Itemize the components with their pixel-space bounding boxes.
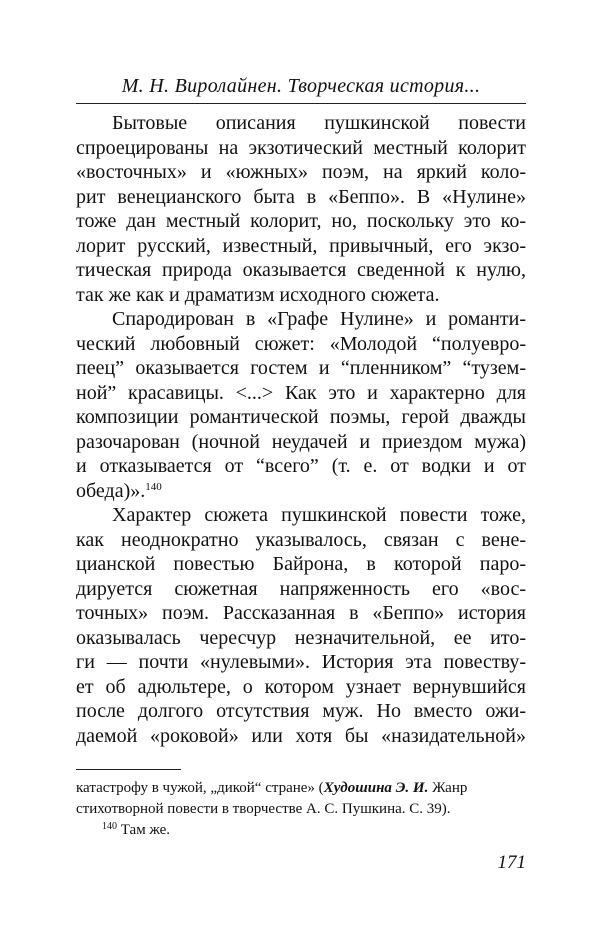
body-line — [76, 160, 526, 185]
body-line-text: композиции романтической поэмы, герой дважды — [76, 406, 526, 428]
body-line — [76, 332, 526, 357]
body-line-text: тическая природа оказывается сведенной к нулю, — [76, 259, 526, 281]
body-line — [76, 552, 526, 577]
body-line — [76, 209, 526, 234]
body-line — [76, 699, 526, 724]
running-head: М. Н. Виролайнен. Творческая история... — [121, 75, 481, 97]
body-line — [76, 430, 526, 455]
body-line — [76, 307, 526, 332]
body-line — [76, 405, 526, 430]
body-line-text: так же как и драматизм исходного сюжета. — [76, 283, 440, 306]
body-line — [76, 356, 526, 381]
body-line-text: Спародирован в «Графе Нулине» и романти- — [112, 308, 526, 330]
body-line — [76, 724, 526, 749]
body-line-text: ной” красавицы. <...> Как это и характерно для — [76, 381, 526, 404]
footnote-source-line: стихотворной повести в творчестве А. С. Пушкина. С. 39). — [76, 801, 451, 817]
body-line-text: тоже дан местный колорит, но, поскольку это ко- — [76, 210, 526, 232]
body-line-text: оказывалась чересчур незначительной, ее ито- — [76, 626, 526, 649]
body-line — [76, 185, 526, 210]
footnote-ref: 140 — [145, 480, 162, 493]
footnote-number: 140 — [102, 821, 117, 832]
body-line — [76, 479, 526, 504]
header-rule — [76, 103, 526, 104]
body-line — [76, 601, 526, 626]
footnote-text: катастрофу в чужой, „дикой“ стране» ( — [76, 780, 324, 796]
body-line — [76, 258, 526, 283]
body-line-text: ги — почти «нулевыми». История эта повеству- — [76, 651, 526, 673]
body-line-text: разочарован (ночной неудачей и приездом мужа) — [76, 430, 526, 453]
body-line-text: после долгого отсутствия муж. Но вместо ожи- — [76, 700, 526, 722]
body-line-text: даемой «роковой» или хотя бы «назидательной» — [76, 724, 526, 747]
footnote-text-rest: Жанр — [428, 780, 468, 796]
body-line — [76, 650, 526, 675]
body-line — [76, 626, 526, 651]
body-line-text: точных» поэм. Рассказанная в «Беппо» история — [76, 602, 526, 624]
body-line — [76, 136, 526, 161]
page-number: 171 — [497, 852, 526, 873]
body-line-text: как неоднократно указывалось, связан с вене- — [76, 528, 526, 551]
footnote-rule — [76, 769, 181, 770]
body-line-text: пеец” оказывается гостем и “пленником” “тузем- — [76, 357, 526, 379]
footnote-140 — [76, 820, 526, 841]
body-line — [76, 675, 526, 700]
body-line — [76, 454, 526, 479]
body-line-text: спроецированы на экзотический местный колорит — [76, 136, 526, 159]
body-line-text: «восточных» и «южных» поэм, на яркий коло- — [76, 161, 526, 183]
body-line — [76, 577, 526, 602]
body-line — [76, 283, 526, 308]
body-line-text: лорит русский, известный, привычный, его экзо- — [76, 234, 526, 257]
footnote-note-text: Там же. — [117, 822, 171, 838]
body-line-text: ет об адюльтере, о котором узнает вернувшийся — [76, 675, 526, 698]
body-line-text: рит венецианского быта в «Беппо». В «Нулине» — [76, 185, 526, 208]
body-line — [76, 111, 526, 136]
body-line-text: Характер сюжета пушкинской повести тоже, — [112, 504, 526, 526]
body-line-text: цианской повестью Байрона, в которой паро- — [76, 553, 526, 575]
body-line — [76, 528, 526, 553]
body-line-text: Бытовые описания пушкинской повести — [112, 112, 526, 134]
body-line-text: дируется сюжетная напряженность его «вос- — [76, 577, 526, 600]
body-line — [76, 503, 526, 528]
body-line-text: ческий любовный сюжет: «Молодой “полуевро- — [76, 332, 526, 355]
footnotes — [76, 778, 526, 841]
footnote-author: Худошина Э. И. — [323, 780, 429, 796]
footnote-continuation-line — [76, 778, 526, 799]
body-line — [76, 381, 526, 406]
body-line-text: и отказывается от “всего” (т. е. от водки и от — [76, 455, 526, 477]
body-line-text: обеда)». — [76, 479, 146, 502]
body-line — [76, 234, 526, 259]
body-text — [76, 111, 526, 748]
